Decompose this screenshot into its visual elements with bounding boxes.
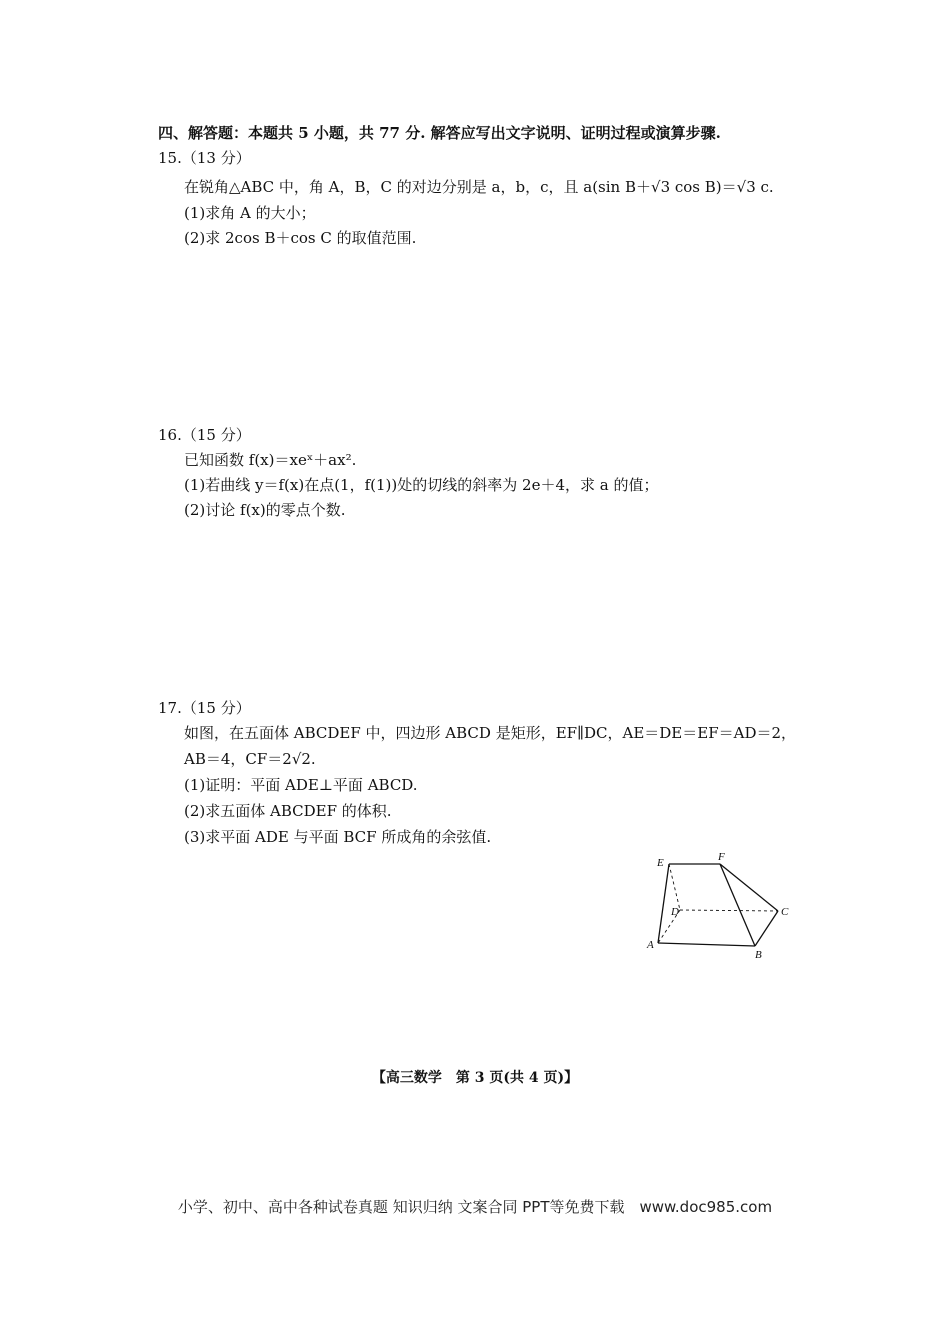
edge-EA [658,864,669,943]
edge-BC [755,911,778,946]
problem-16-statement: 已知函数 f(x)＝xeˣ＋ax². [184,451,357,469]
edge-AB [658,943,755,946]
problem-17-statement: 如图，在五面体 ABCDEF 中，四边形 ABCD 是矩形，EF∥DC，AE＝DE＝EF＝AD＝2， [184,724,797,742]
page-footer: 【高三数学 第 3 页(共 4 页)】 [371,1070,579,1086]
edge-ED [669,864,680,910]
edge-FC [720,864,778,911]
edge-DC [680,910,778,911]
problem-17-number: 17.（15 分） [158,699,251,717]
problem-16-part-2: (2)讨论 f(x)的零点个数. [184,501,346,519]
vertex-label-D: D [671,906,679,918]
pentahedron-diagram [640,848,810,966]
problem-17-part-3: (3)求平面 ADE 与平面 BCF 所成角的余弦值. [184,828,492,846]
problem-16-part-1: (1)若曲线 y＝f(x)在点(1，f(1))处的切线的斜率为 2e＋4，求 a 的值； [184,476,659,494]
vertex-label-C: C [781,906,789,918]
problem-16-number: 16.（15 分） [158,426,251,444]
problem-15-number: 15.（13 分） [158,149,251,167]
vertex-label-F: F [718,851,725,863]
problem-15-part-2: (2)求 2cos B＋cos C 的取值范围. [184,229,417,247]
vertex-label-E: E [657,857,664,869]
vertex-label-B: B [755,949,762,961]
vertex-label-A: A [647,939,654,951]
problem-17-statement-cont: AB＝4，CF＝2√2. [184,750,316,768]
section-heading: 四、解答题：本题共 5 小题，共 77 分. 解答应写出文字说明、证明过程或演算步骤. [158,124,721,142]
edge-FB [720,864,755,946]
pentahedron-figure [640,848,810,966]
problem-15-part-1: (1)求角 A 的大小； [184,204,316,222]
problem-17-part-1: (1)证明：平面 ADE⊥平面 ABCD. [184,776,418,794]
problem-17-part-2: (2)求五面体 ABCDEF 的体积. [184,802,392,820]
download-banner: 小学、初中、高中各种试卷真题 知识归纳 文案合同 PPT等免费下载 www.doc985.com [177,1198,773,1216]
problem-15-statement: 在锐角△ABC 中，角 A，B，C 的对边分别是 a，b，c，且 a(sin B＋√3 cos B)＝√3 c. [184,178,774,196]
